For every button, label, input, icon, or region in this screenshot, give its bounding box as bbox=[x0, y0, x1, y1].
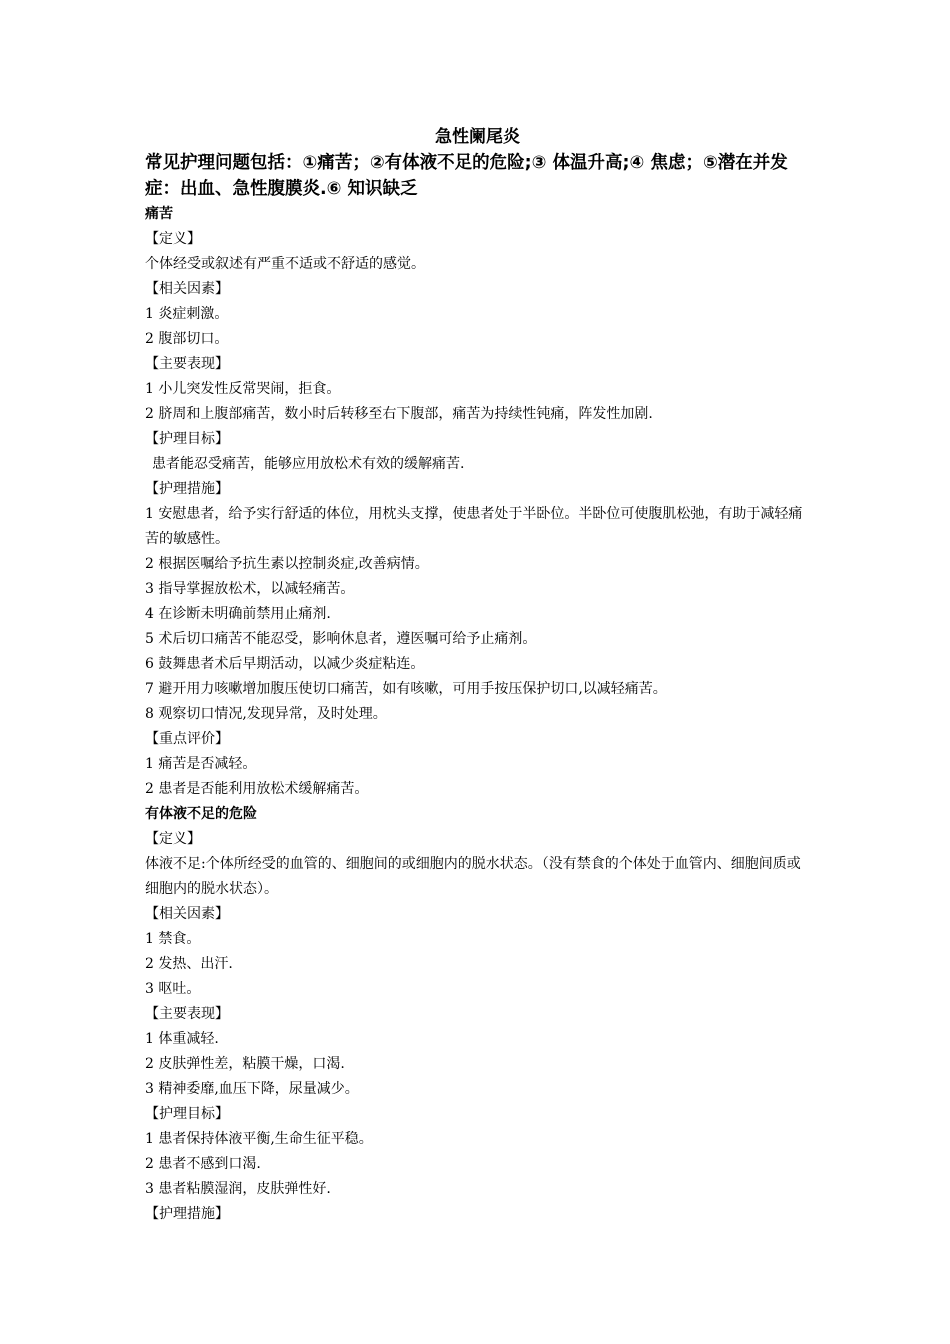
manifestation-item: 3 精神委靡,血压下降，尿量减少。 bbox=[145, 1081, 359, 1097]
definition-text: 个体经受或叙述有严重不适或不舒适的感觉。 bbox=[145, 256, 425, 272]
nursing-measure-item: 8 观察切口情况,发现异常，及时处理。 bbox=[145, 706, 387, 722]
heading-nursing-measures: 【护理措施】 bbox=[145, 1206, 229, 1222]
definition-text: 体液不足:个体所经受的血管的、细胞间的或细胞内的脱水状态。（没有禁食的个体处于血管内、细胞间质或细胞内的脱水状态）。 bbox=[145, 856, 801, 897]
document-title: 急性阑尾炎 bbox=[435, 127, 520, 147]
related-factor-item: 3 呕吐。 bbox=[145, 981, 201, 997]
heading-key-evaluation: 【重点评价】 bbox=[145, 731, 229, 747]
nursing-measure-item: 5 术后切口痛苦不能忍受，影响休息者，遵医嘱可给予止痛剂。 bbox=[145, 631, 537, 647]
manifestation-item: 1 小儿突发性反常哭闹，拒食。 bbox=[145, 381, 341, 397]
nursing-measure-item: 2 根据医嘱给予抗生素以控制炎症,改善病情。 bbox=[145, 556, 429, 572]
heading-related-factors: 【相关因素】 bbox=[145, 281, 229, 297]
nursing-goal-text: 患者能忍受痛苦，能够应用放松术有效的缓解痛苦. bbox=[152, 456, 465, 472]
nursing-goal-item: 1 患者保持体液平衡,生命生征平稳。 bbox=[145, 1131, 373, 1147]
section-pain bbox=[145, 202, 810, 802]
heading-main-manifestations: 【主要表现】 bbox=[145, 1006, 229, 1022]
document-page bbox=[145, 124, 810, 1227]
heading-nursing-goal: 【护理目标】 bbox=[145, 431, 229, 447]
heading-definition: 【定义】 bbox=[145, 231, 201, 247]
heading-main-manifestations: 【主要表现】 bbox=[145, 356, 229, 372]
manifestation-item: 2 脐周和上腹部痛苦，数小时后转移至右下腹部，痛苦为持续性钝痛，阵发性加剧. bbox=[145, 406, 653, 422]
nursing-problems-summary: 常见护理问题包括：①痛苦；②有体液不足的危险;③ 体温升高;④ 焦虑；⑤潜在并发症：出血、急性腹膜炎.⑥ 知识缺乏 bbox=[145, 153, 788, 199]
nursing-measure-item: 6 鼓舞患者术后早期活动，以减少炎症粘连。 bbox=[145, 656, 425, 672]
section-title-pain: 痛苦 bbox=[145, 206, 173, 222]
evaluation-item: 1 痛苦是否减轻。 bbox=[145, 756, 257, 772]
heading-nursing-goal: 【护理目标】 bbox=[145, 1106, 229, 1122]
nursing-measure-item: 4 在诊断未明确前禁用止痛剂. bbox=[145, 606, 331, 622]
manifestation-item: 1 体重减轻. bbox=[145, 1031, 219, 1047]
evaluation-item: 2 患者是否能利用放松术缓解痛苦。 bbox=[145, 781, 369, 797]
related-factor-item: 1 禁食。 bbox=[145, 931, 201, 947]
manifestation-item: 2 皮肤弹性差，粘膜干燥，口渴. bbox=[145, 1056, 345, 1072]
nursing-goal-item: 3 患者粘膜湿润，皮肤弹性好. bbox=[145, 1181, 331, 1197]
related-factor-item: 2 腹部切口。 bbox=[145, 331, 229, 347]
heading-definition: 【定义】 bbox=[145, 831, 201, 847]
nursing-goal-item: 2 患者不感到口渴. bbox=[145, 1156, 261, 1172]
nursing-measure-item: 7 避开用力咳嗽增加腹压使切口痛苦，如有咳嗽，可用手按压保护切口,以减轻痛苦。 bbox=[145, 681, 667, 697]
section-fluid-deficit-risk bbox=[145, 802, 810, 1227]
nursing-measure-item: 1 安慰患者，给予实行舒适的体位，用枕头支撑，使患者处于半卧位。半卧位可使腹肌松弛，有助于减轻痛苦的敏感性。 bbox=[145, 506, 803, 547]
heading-related-factors: 【相关因素】 bbox=[145, 906, 229, 922]
section-title-fluid-deficit: 有体液不足的危险 bbox=[145, 806, 257, 822]
nursing-measure-item: 3 指导掌握放松术，以减轻痛苦。 bbox=[145, 581, 355, 597]
heading-nursing-measures: 【护理措施】 bbox=[145, 481, 229, 497]
related-factor-item: 1 炎症刺激。 bbox=[145, 306, 229, 322]
related-factor-item: 2 发热、出汗. bbox=[145, 956, 233, 972]
